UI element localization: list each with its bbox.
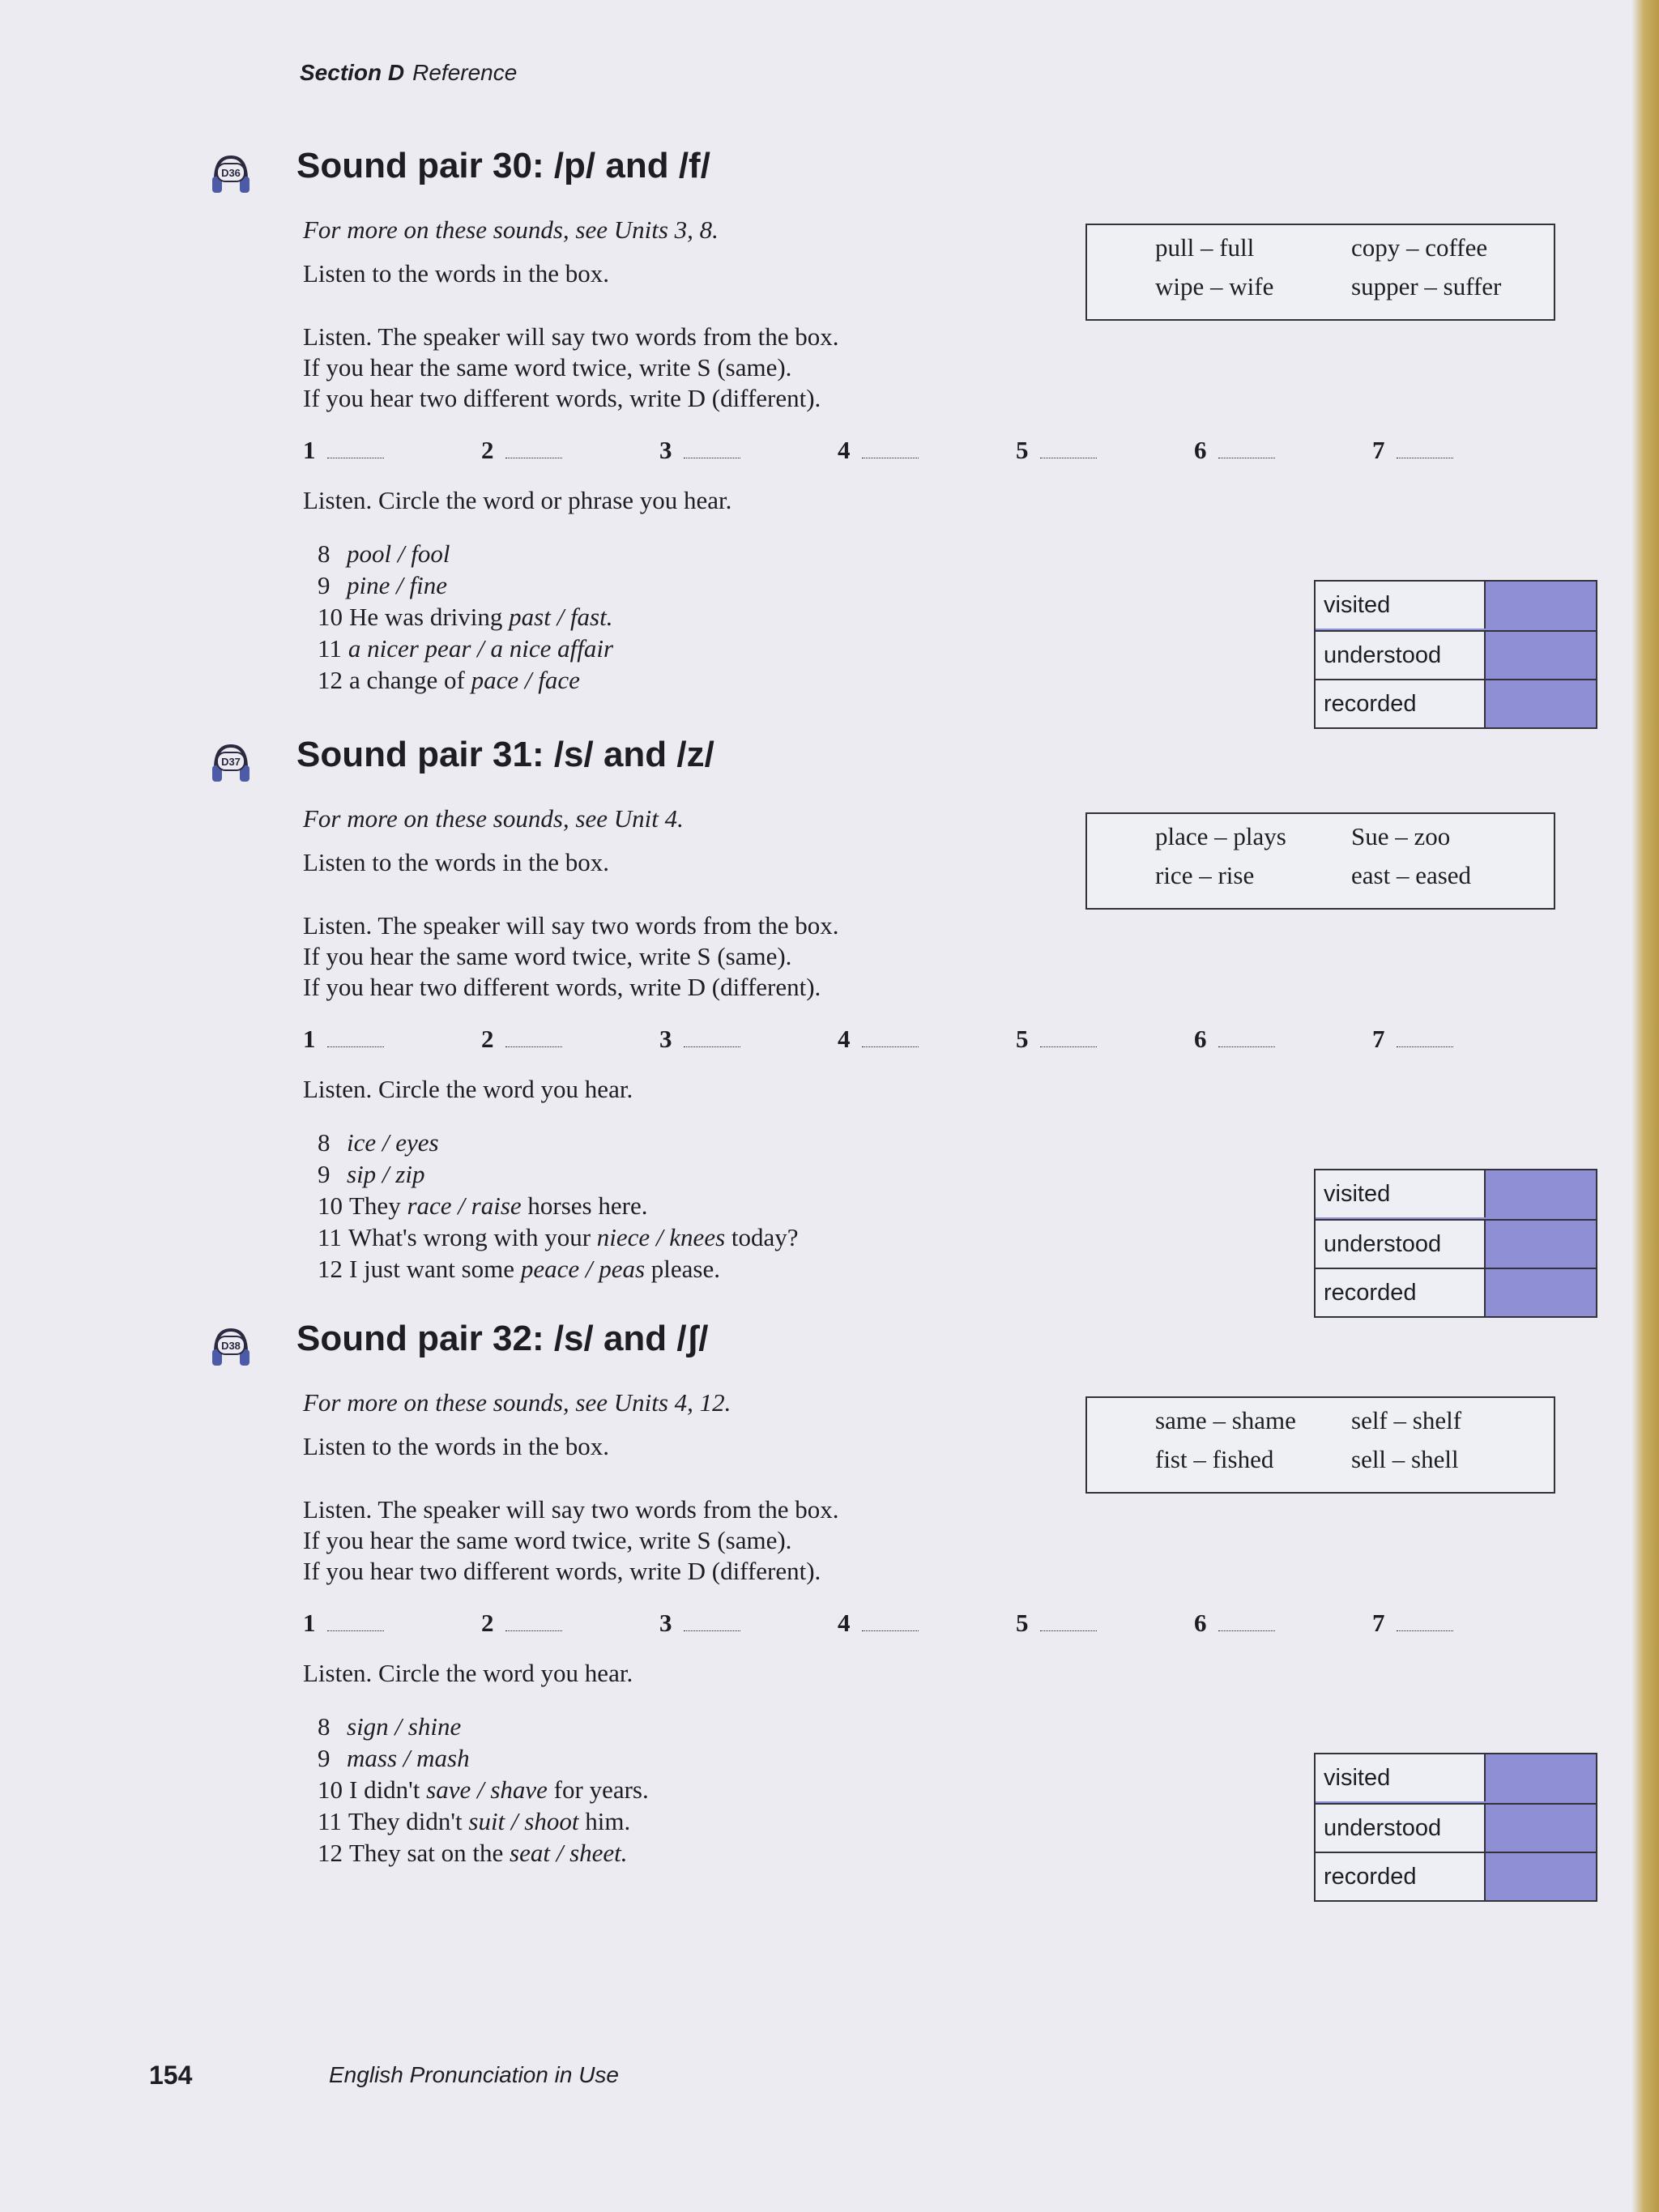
answer-slot[interactable]: [1194, 436, 1275, 465]
answer-number: 6: [1194, 436, 1207, 464]
tracker-label: recorded: [1316, 1269, 1486, 1316]
answer-number: 5: [1016, 1025, 1029, 1053]
exercise-items: [318, 1712, 649, 1870]
answer-blank[interactable]: [1397, 1609, 1453, 1631]
answer-blank[interactable]: [327, 1025, 384, 1047]
answer-slot[interactable]: [481, 1609, 562, 1638]
answer-slot[interactable]: [1372, 436, 1453, 465]
exercise-item: [318, 1839, 649, 1870]
instruction-line: If you hear two different words, write D (different).: [303, 1557, 821, 1585]
item-text-after: for years.: [547, 1775, 649, 1804]
tracker-checkbox[interactable]: [1487, 1853, 1596, 1900]
answer-blank[interactable]: [1397, 437, 1453, 458]
answer-number: 1: [303, 1025, 316, 1053]
listen-box-instruction: Listen to the words in the box.: [303, 1432, 609, 1460]
word-pairs-box: [1085, 224, 1555, 321]
tracker-checkbox[interactable]: [1487, 1754, 1596, 1801]
headphones-icon[interactable]: [209, 152, 253, 196]
tracker-checkbox[interactable]: [1487, 632, 1596, 679]
instruction-line: Listen. The speaker will say two words from the box.: [303, 322, 839, 351]
item-options[interactable]: save / shave: [426, 1775, 548, 1804]
section-title: Sound pair 30: /p/ and /f/: [296, 146, 710, 185]
word-pair: fist – fished: [1155, 1445, 1274, 1473]
listen-box-instruction: Listen to the words in the box.: [303, 259, 609, 288]
exercise-item: [318, 1744, 649, 1775]
answer-number: 2: [481, 1025, 494, 1053]
item-options[interactable]: suit / shoot: [468, 1807, 579, 1835]
exercise-item: [318, 1712, 649, 1744]
item-number: 9: [318, 1160, 331, 1188]
answer-blank[interactable]: [327, 1609, 384, 1631]
tracker-checkbox[interactable]: [1487, 582, 1596, 629]
exercise-item: [318, 539, 613, 571]
item-text-before: I didn't: [349, 1775, 427, 1804]
answer-number: 5: [1016, 1609, 1029, 1637]
book-title: English Pronunciation in Use: [329, 2062, 619, 2087]
answer-blank[interactable]: [862, 1609, 919, 1631]
word-pair: rice – rise: [1155, 861, 1255, 889]
header-label: Reference: [412, 60, 518, 85]
section-title: Sound pair 32: /s/ and /ʃ/: [296, 1319, 709, 1358]
item-number: 8: [318, 539, 331, 568]
answer-blank[interactable]: [684, 437, 740, 458]
item-text-after: please.: [645, 1255, 720, 1283]
item-options[interactable]: ice / eyes: [347, 1128, 439, 1157]
tracker-checkbox[interactable]: [1487, 1269, 1596, 1316]
instruction-line: If you hear the same word twice, write S (same).: [303, 1526, 792, 1554]
tracker-row: [1316, 1268, 1596, 1316]
item-text-before: They sat on the: [349, 1839, 510, 1867]
answer-slot[interactable]: [1372, 1609, 1453, 1638]
tracker-row: [1316, 1170, 1596, 1217]
answer-blank[interactable]: [1218, 437, 1275, 458]
answer-slot[interactable]: [481, 1025, 562, 1054]
circle-instruction: Listen. Circle the word you hear.: [303, 1659, 633, 1687]
item-options[interactable]: sip / zip: [347, 1160, 425, 1188]
word-pair: east – eased: [1351, 861, 1472, 889]
tracker-row: [1316, 1219, 1596, 1268]
running-header: [300, 60, 517, 86]
item-text-after: horses here.: [521, 1191, 648, 1220]
headphones-icon[interactable]: [209, 1325, 253, 1369]
exercise-item: [318, 1807, 649, 1839]
tracker-row: [1316, 679, 1596, 727]
instruction-line: If you hear two different words, write D (different).: [303, 384, 821, 412]
tracker-checkbox[interactable]: [1487, 1805, 1596, 1852]
answer-slot[interactable]: [481, 436, 562, 465]
answer-number: 1: [303, 1609, 316, 1637]
answer-slot[interactable]: [303, 1609, 384, 1638]
exercise-item: [318, 1775, 649, 1807]
progress-tracker: [1314, 1169, 1597, 1318]
item-options[interactable]: a nicer pear / a nice affair: [348, 634, 614, 663]
tracker-label: visited: [1316, 1754, 1486, 1801]
answer-number: 4: [838, 1609, 851, 1637]
tracker-label: understood: [1316, 1805, 1486, 1852]
tracker-checkbox[interactable]: [1487, 1170, 1596, 1217]
answer-slot[interactable]: [1194, 1025, 1275, 1054]
word-pair: same – shame: [1155, 1406, 1296, 1434]
exercise-items: [318, 1128, 799, 1286]
track-number: D36: [221, 167, 241, 179]
item-text-before: They: [349, 1191, 407, 1220]
answer-slot[interactable]: [659, 436, 740, 465]
answer-blank[interactable]: [862, 437, 919, 458]
item-text-before: What's wrong with your: [348, 1223, 597, 1251]
answer-slot[interactable]: [303, 1025, 384, 1054]
item-options[interactable]: race / raise: [407, 1191, 522, 1220]
instruction-line: Listen. The speaker will say two words from the box.: [303, 1495, 839, 1524]
answer-blank[interactable]: [505, 1025, 562, 1047]
tracker-label: recorded: [1316, 1853, 1486, 1900]
item-text-after: him.: [578, 1807, 631, 1835]
answer-number: 3: [659, 1025, 672, 1053]
answer-number: 4: [838, 1025, 851, 1053]
answer-number: 6: [1194, 1025, 1207, 1053]
track-number: D38: [221, 1340, 241, 1352]
item-number: 8: [318, 1128, 331, 1157]
answer-row: [303, 1025, 1502, 1060]
item-number: 12: [318, 666, 343, 694]
tracker-label: visited: [1316, 582, 1486, 629]
answer-slot[interactable]: [303, 436, 384, 465]
item-options[interactable]: seat / sheet.: [510, 1839, 628, 1867]
answer-number: 2: [481, 436, 494, 464]
see-units: For more on these sounds, see Units 3, 8.: [303, 215, 719, 244]
page-number: 154: [149, 2061, 193, 2090]
page-edge: [1631, 0, 1659, 2212]
answer-blank[interactable]: [684, 1609, 740, 1631]
item-options[interactable]: pine / fine: [347, 571, 447, 599]
header-section: Section D: [300, 60, 405, 85]
word-pair: supper – suffer: [1351, 272, 1502, 300]
item-number: 10: [318, 603, 343, 631]
answer-blank[interactable]: [1040, 437, 1097, 458]
item-text-after: today?: [725, 1223, 799, 1251]
track-number: D37: [221, 756, 241, 768]
exercise-item: [318, 1191, 799, 1223]
tracker-checkbox[interactable]: [1487, 680, 1596, 727]
sound-pair-section: [0, 1319, 1620, 1902]
item-options[interactable]: peace / peas: [520, 1255, 646, 1283]
word-pair: place – plays: [1155, 822, 1286, 850]
item-options[interactable]: past / fast.: [509, 603, 613, 631]
item-number: 11: [318, 1223, 342, 1251]
answer-blank[interactable]: [505, 1609, 562, 1631]
tracker-row: [1316, 630, 1596, 679]
listen-box-instruction: Listen to the words in the box.: [303, 848, 609, 876]
answer-slot[interactable]: [659, 1609, 740, 1638]
exercise-item: [318, 634, 613, 666]
answer-slot[interactable]: [1016, 436, 1097, 465]
word-pair: copy – coffee: [1351, 233, 1488, 262]
item-text-before: He was driving: [349, 603, 510, 631]
answer-blank[interactable]: [1218, 1609, 1275, 1631]
exercise-item: [318, 1128, 799, 1160]
answer-slot[interactable]: [838, 1025, 919, 1054]
exercise-item: [318, 666, 613, 697]
answer-blank[interactable]: [1040, 1609, 1097, 1631]
item-options[interactable]: pool / fool: [347, 539, 450, 568]
answer-number: 5: [1016, 436, 1029, 464]
answer-slot[interactable]: [1372, 1025, 1453, 1054]
answer-number: 2: [481, 1609, 494, 1637]
answer-blank[interactable]: [1040, 1025, 1097, 1047]
answer-slot[interactable]: [1016, 1025, 1097, 1054]
word-pair: wipe – wife: [1155, 272, 1274, 300]
item-number: 9: [318, 571, 331, 599]
answer-number: 3: [659, 1609, 672, 1637]
answer-number: 7: [1372, 436, 1385, 464]
answer-row: [303, 436, 1502, 471]
item-number: 11: [318, 1807, 342, 1835]
see-units: For more on these sounds, see Units 4, 12.: [303, 1388, 731, 1417]
answer-number: 1: [303, 436, 316, 464]
item-number: 10: [318, 1775, 343, 1804]
item-number: 12: [318, 1255, 343, 1283]
word-pair: self – shelf: [1351, 1406, 1462, 1434]
item-options[interactable]: mass / mash: [347, 1744, 470, 1772]
instruction-line: If you hear the same word twice, write S (same).: [303, 353, 792, 381]
answer-slot[interactable]: [838, 1609, 919, 1638]
sound-pair-section: [0, 146, 1620, 729]
answer-blank[interactable]: [862, 1025, 919, 1047]
answer-number: 7: [1372, 1609, 1385, 1637]
item-number: 11: [318, 634, 342, 663]
tracker-checkbox[interactable]: [1487, 1221, 1596, 1268]
circle-instruction: Listen. Circle the word you hear.: [303, 1075, 633, 1103]
item-options[interactable]: pace / face: [471, 666, 580, 694]
answer-number: 7: [1372, 1025, 1385, 1053]
word-pairs-box: [1085, 812, 1555, 910]
exercise-item: [318, 1160, 799, 1191]
headphones-icon[interactable]: [209, 741, 253, 785]
tracker-row: [1316, 1803, 1596, 1852]
tracker-label: recorded: [1316, 680, 1486, 727]
answer-blank[interactable]: [1218, 1025, 1275, 1047]
item-number: 8: [318, 1712, 331, 1741]
sound-pair-section: [0, 735, 1620, 1318]
item-number: 12: [318, 1839, 343, 1867]
circle-instruction: Listen. Circle the word or phrase you hear.: [303, 486, 732, 514]
word-pairs-box: [1085, 1396, 1555, 1494]
exercise-item: [318, 603, 613, 634]
tracker-row: [1316, 582, 1596, 629]
word-pair: sell – shell: [1351, 1445, 1459, 1473]
tracker-row: [1316, 1754, 1596, 1801]
see-units: For more on these sounds, see Unit 4.: [303, 804, 684, 833]
answer-number: 3: [659, 436, 672, 464]
item-text-before: a change of: [349, 666, 471, 694]
answer-slot[interactable]: [1016, 1609, 1097, 1638]
answer-blank[interactable]: [505, 437, 562, 458]
exercise-item: [318, 571, 613, 603]
word-pair: pull – full: [1155, 233, 1255, 262]
item-number: 10: [318, 1191, 343, 1220]
instruction-line: If you hear two different words, write D (different).: [303, 973, 821, 1001]
item-number: 9: [318, 1744, 331, 1772]
exercise-item: [318, 1223, 799, 1255]
answer-number: 4: [838, 436, 851, 464]
answer-slot[interactable]: [838, 436, 919, 465]
answer-number: 6: [1194, 1609, 1207, 1637]
answer-slot[interactable]: [1194, 1609, 1275, 1638]
tracker-label: visited: [1316, 1170, 1486, 1217]
exercise-items: [318, 539, 613, 697]
tracker-label: understood: [1316, 632, 1486, 679]
item-text-before: They didn't: [348, 1807, 469, 1835]
tracker-label: understood: [1316, 1221, 1486, 1268]
instruction-line: If you hear the same word twice, write S (same).: [303, 942, 792, 970]
item-text-before: I just want some: [349, 1255, 521, 1283]
answer-blank[interactable]: [684, 1025, 740, 1047]
section-title: Sound pair 31: /s/ and /z/: [296, 735, 714, 774]
answer-row: [303, 1609, 1502, 1644]
answer-blank[interactable]: [1397, 1025, 1453, 1047]
instruction-line: Listen. The speaker will say two words from the box.: [303, 911, 839, 940]
item-options[interactable]: sign / shine: [347, 1712, 462, 1741]
progress-tracker: [1314, 580, 1597, 729]
item-options[interactable]: niece / knees: [596, 1223, 726, 1251]
exercise-item: [318, 1255, 799, 1286]
tracker-row: [1316, 1852, 1596, 1900]
answer-slot[interactable]: [659, 1025, 740, 1054]
word-pair: Sue – zoo: [1351, 822, 1451, 850]
answer-blank[interactable]: [327, 437, 384, 458]
progress-tracker: [1314, 1753, 1597, 1902]
